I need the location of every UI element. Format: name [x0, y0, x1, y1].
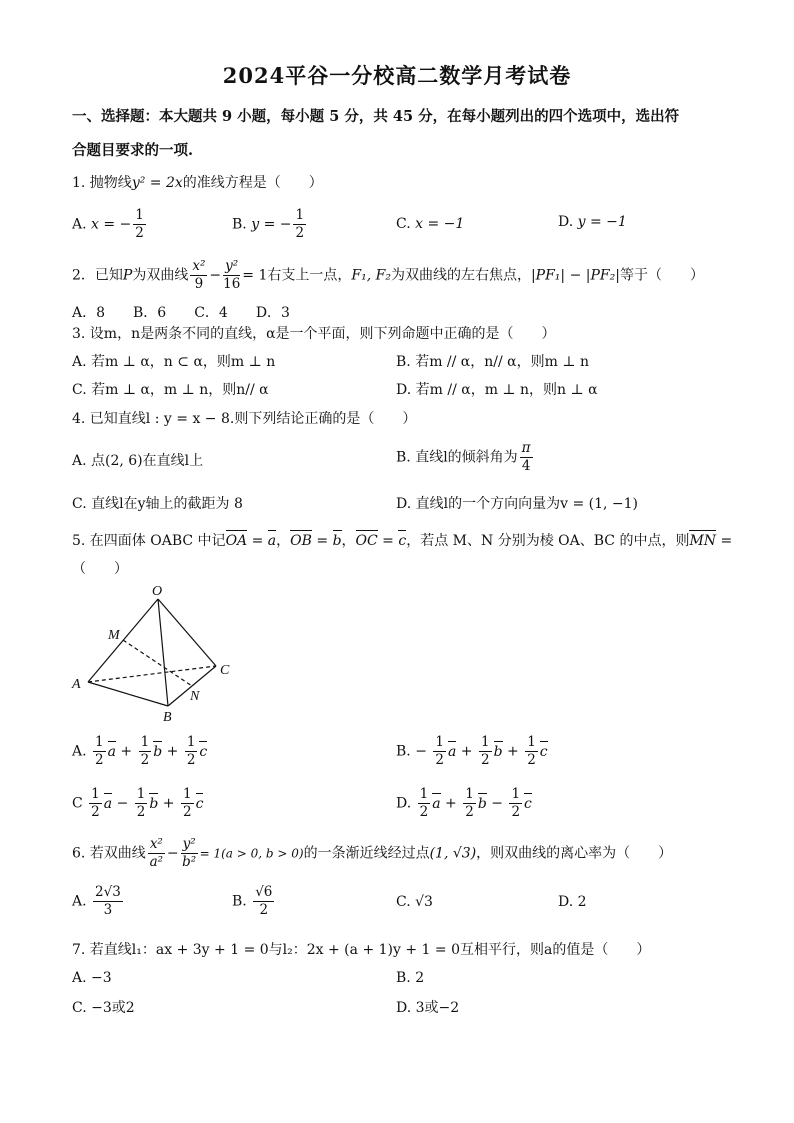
q5-vector-a: a: [267, 533, 277, 549]
q2-point-p: P: [122, 267, 133, 284]
q5-tetrahedron-figure: [66, 582, 246, 724]
frac-num: 1: [419, 786, 429, 802]
label-m: M: [108, 628, 120, 643]
frac-den: 2: [95, 752, 104, 768]
frac-den: 2: [140, 752, 150, 768]
label-a: A: [72, 677, 81, 692]
question-1-stem: [72, 172, 323, 192]
edge-ab: [88, 682, 168, 706]
q5-vector-b: b: [332, 533, 342, 549]
q5-vector-oa: OA: [225, 533, 248, 549]
frac-den: 2: [511, 804, 521, 820]
q7-option-b: B. 2: [396, 970, 425, 986]
label-n: N: [190, 689, 200, 704]
q1-equation: y² = 2x: [131, 175, 183, 191]
q3-option-c: C. 若m ⊥ α，m ⊥ n，则n// α: [72, 382, 269, 398]
vec-a: a: [447, 743, 457, 760]
q3-option-a: A. 若m ⊥ α，n ⊂ α，则m ⊥ n: [72, 354, 276, 370]
label-b: B: [163, 710, 172, 724]
q1-option-c-expr: x = −1: [415, 216, 465, 232]
q6-option-d: D. 2: [558, 894, 587, 910]
q6-stem-c: ，则双曲线的离心率为（ ）: [476, 845, 673, 862]
q3-option-b: B. 若m // α，n// α，则m ⊥ n: [396, 354, 589, 370]
vec-b: b: [153, 743, 163, 760]
question-4-stem: 4. 已知直线l : y = x − 8.则下列结论正确的是（ ）: [72, 411, 417, 427]
q6-option-a: [72, 884, 125, 919]
q5-option-b: B. − $\frac{1}{2}$ a + $\frac{1}{2}$ b + $\frac{1}{2}$ c: [396, 734, 548, 768]
frac-num: 1: [511, 786, 521, 802]
frac-num: 1: [91, 786, 100, 802]
frac-den: 2: [435, 752, 444, 768]
q6-b-den: 2: [259, 902, 269, 918]
q2-frac-y-num: y²: [223, 258, 240, 276]
segment-mn: [123, 640, 192, 686]
q6-point: (1, √3): [429, 845, 477, 862]
q5-option-a: A. $\frac{1}{2}$ a + $\frac{1}{2}$ b + $\frac{1}{2}$ c: [72, 734, 208, 768]
q2-frac-x-den: 9: [194, 276, 204, 292]
label-o: O: [152, 584, 163, 599]
vec-a: a: [103, 795, 113, 812]
q6-b-num: √6: [255, 884, 273, 900]
q6-frac-den1: a²: [149, 854, 164, 870]
q2-minus: −: [209, 267, 222, 284]
q1-b-den: 2: [295, 225, 305, 241]
vec-a: a: [432, 795, 441, 812]
q2-foci: F₁, F₂: [351, 267, 391, 284]
vec-a: a: [107, 743, 116, 760]
q7-option-a: A. −3: [72, 970, 112, 986]
q6-a-den: 3: [103, 902, 113, 918]
vec-b: b: [149, 795, 159, 812]
frac-num: 1: [527, 734, 536, 750]
q1-option-a: [72, 207, 148, 242]
q6-condition: = 1(a > 0, b > 0): [199, 846, 304, 861]
q6-stem-b: 的一条渐近线经过点: [303, 845, 430, 862]
q2-equals-one: = 1: [242, 267, 268, 284]
edge-ob: [158, 599, 168, 706]
q3-option-d: D. 若m // α，m ⊥ n，则n ⊥ α: [396, 382, 598, 398]
frac-num: 1: [186, 734, 196, 750]
q1-option-b-label: B.: [232, 216, 247, 233]
q5-stem-a: 5. 在四面体 OABC 中记: [72, 533, 226, 549]
q2-abs-expr: |PF₁| − |PF₂|: [530, 267, 620, 284]
edge-ac-hidden: [88, 666, 216, 682]
vec-c: c: [199, 743, 208, 760]
q1-option-b: [232, 207, 308, 242]
question-6-stem: [72, 836, 672, 871]
frac-den: 2: [465, 804, 474, 820]
q2-frac-y-den: 16: [223, 276, 241, 292]
q2-stem-c: 右支上一点，: [267, 267, 352, 284]
question-5-stem: 5. 在四面体 OABC 中记OA = a，OB = b，OC = c，若点 M、N 分别为棱 OA、BC 的中点，则MN =: [72, 533, 733, 549]
q5-equals: =: [720, 533, 733, 549]
frac-den: 2: [182, 804, 192, 820]
q6-frac-num1: x²: [149, 836, 163, 852]
q5-option-c-label: C: [72, 795, 83, 812]
vec-b: b: [477, 795, 487, 812]
q2-options: A．8 B．6 C．4 D．3: [72, 305, 290, 321]
q1-option-d: [558, 214, 627, 230]
q4-option-a: A. 点(2, 6)在直线l上: [72, 453, 204, 469]
question-3-stem: 3. 设m，n是两条不同的直线，α是一个平面，则下列命题中正确的是（ ）: [72, 326, 556, 342]
q6-option-b: [232, 884, 276, 919]
q1-option-a-fraction: [133, 207, 146, 242]
label-c: C: [220, 663, 230, 678]
q1-option-d-expr: y = −1: [577, 214, 627, 230]
q4-b-num: π: [521, 440, 531, 456]
frac-num: 1: [136, 786, 146, 802]
q5-vector-c: c: [398, 533, 407, 549]
frac-den: 2: [419, 804, 429, 820]
q7-option-c: C. −3或2: [72, 1000, 135, 1016]
q2-frac-x-num: x²: [192, 258, 206, 274]
frac-den: 2: [186, 752, 196, 768]
frac-num: 1: [480, 734, 490, 750]
frac-den: 2: [136, 804, 146, 820]
q6-stem-a: 6. 若双曲线: [72, 845, 146, 862]
q5-vector-ob: OB: [290, 533, 312, 549]
q5-option-d: D. $\frac{1}{2}$ a + $\frac{1}{2}$ b − $\frac{1}{2}$ c: [396, 786, 532, 820]
q5-option-b-label: B.: [396, 743, 411, 760]
frac-num: 1: [95, 734, 104, 750]
q4-option-b-text: B. 直线l的倾斜角为: [396, 449, 518, 466]
q2-frac-y: [223, 258, 240, 293]
exam-title: 2024平谷一分校高二数学月考试卷: [222, 63, 572, 88]
q6-a-num: 2√3: [95, 884, 121, 900]
q6-minus: −: [166, 845, 179, 862]
q4-option-c: C. 直线l在y轴上的截距为 8: [72, 496, 243, 512]
q4-b-den: 4: [521, 458, 531, 474]
vec-c: c: [524, 795, 532, 812]
q1-option-a-expr: x = −: [91, 216, 132, 233]
q6-option-c-label: C.: [396, 894, 411, 910]
question-7-stem: 7. 若直线l₁：ax + 3y + 1 = 0与l₂：2x + (a + 1)y + 1 = 0互相平行，则a的值是（ ）: [72, 942, 651, 958]
q5-vector-oc: OC: [355, 533, 378, 549]
frac-num: 1: [182, 786, 192, 802]
q1-a-den: 2: [135, 225, 144, 241]
q6-option-c: [396, 894, 433, 910]
q4-option-d: D. 直线l的一个方向向量为v = (1, −1): [396, 496, 639, 512]
q5-option-a-label: A.: [72, 743, 87, 760]
q1-option-a-label: A.: [72, 216, 87, 233]
q5-answer-paren: （ ）: [72, 561, 128, 577]
q1-option-d-label: D.: [558, 214, 574, 230]
vec-b: b: [493, 743, 503, 760]
q1-stem-tail: 的准线方程是（ ）: [182, 175, 323, 191]
q6-option-a-label: A.: [72, 893, 87, 910]
frac-num: 1: [140, 734, 150, 750]
q6-c-value: √3: [415, 894, 433, 910]
frac-den: 2: [91, 804, 100, 820]
q2-stem-d: 为双曲线的左右焦点，: [390, 267, 531, 284]
q2-stem-a: 2．已知: [72, 267, 123, 284]
vec-c: c: [195, 795, 204, 812]
q1-option-b-expr: y = −: [251, 216, 292, 233]
edge-oc: [158, 599, 216, 666]
q1-option-c: [396, 216, 464, 232]
q2-stem-e: 等于（ ）: [619, 267, 704, 284]
q6-frac-num2: y²: [182, 836, 196, 852]
vec-c: c: [539, 743, 548, 760]
frac-den: 2: [527, 752, 536, 768]
q2-frac-x: [190, 258, 207, 293]
question-2-stem: [72, 258, 704, 293]
q4-option-b-fraction: [520, 440, 533, 475]
q6-frac-den2: b²: [182, 854, 197, 870]
q5-option-c: C $\frac{1}{2}$ a − $\frac{1}{2}$ b + $\frac{1}{2}$ c: [72, 786, 204, 820]
q7-option-d: D. 3或−2: [396, 1000, 460, 1016]
section-instructions-line1: 一、选择题：本大题共 9 小题，每小题 5 分，共 45 分，在每小题列出的四个选项中，选出符: [72, 108, 680, 125]
q1-b-num: 1: [295, 207, 305, 223]
q4-option-b: [396, 440, 535, 475]
frac-num: 1: [465, 786, 474, 802]
q2-stem-b: 为双曲线: [132, 267, 189, 284]
q5-option-d-label: D.: [396, 795, 412, 812]
q5-stem-b: ，若点 M、N 分别为棱 OA、BC 的中点，则: [406, 533, 690, 549]
q5-vector-mn: MN: [689, 533, 717, 549]
q1-option-c-label: C.: [396, 216, 411, 232]
q1-stem-text: 1. 抛物线: [72, 175, 132, 191]
q1-a-num: 1: [135, 207, 144, 223]
q1-option-b-fraction: [293, 207, 306, 242]
section-instructions-line2: 合题目要求的一项.: [72, 142, 194, 159]
q6-option-b-label: B.: [232, 893, 247, 910]
frac-den: 2: [480, 752, 490, 768]
frac-num: 1: [435, 734, 444, 750]
